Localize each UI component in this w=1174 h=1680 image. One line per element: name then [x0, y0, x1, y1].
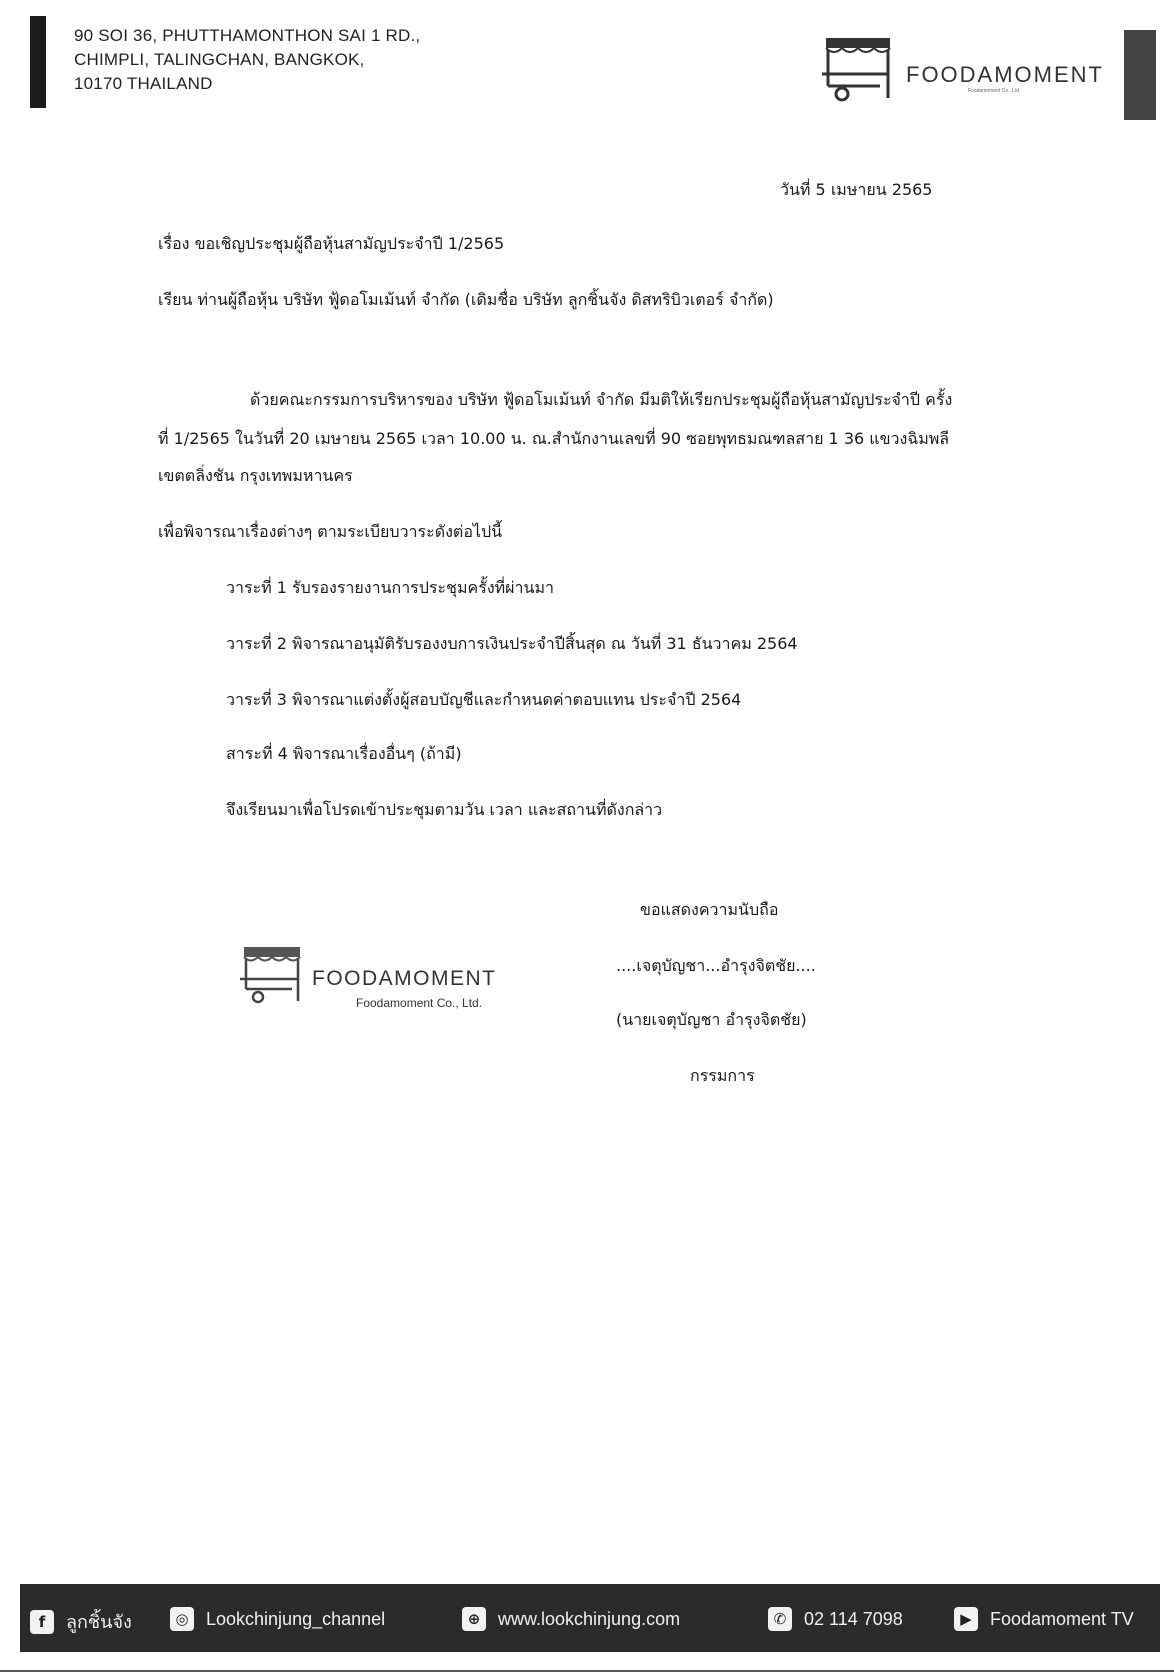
signer-title: กรรมการ	[690, 1066, 755, 1085]
letter-recipient: เรียน ท่านผู้ถือหุ้น บริษัท ฟู้ดอโมเม้นท์ จำกัด (เดิมชื่อ บริษัท ลูกชิ้นจัง ดิสทริบิวเตอร์ จำกัด)	[158, 290, 774, 309]
brand-name: FOODAMOMENT	[906, 62, 1104, 87]
body-line: ด้วยคณะกรรมการบริหารของ บริษัท ฟู้ดอโมเม้นท์ จำกัด มีมติให้เรียกประชุมผู้ถือหุ้นสามัญประจำปี ครั้ง	[250, 390, 953, 409]
footer-website-text: www.lookchinjung.com	[498, 1608, 681, 1629]
agenda-item: วาระที่ 2 พิจารณาอนุมัติรับรองงบการเงินประจำปีสิ้นสุด ณ วันที่ 31 ธันวาคม 2564	[226, 634, 798, 653]
agenda-item: วาระที่ 3 พิจารณาแต่งตั้งผู้สอบบัญชีและกำหนดค่าตอบแทน ประจำปี 2564	[226, 690, 742, 709]
brand-subtitle: Foodamoment Co., Ltd.	[968, 88, 1021, 94]
header-logo	[820, 36, 1120, 106]
globe-icon: ⊕	[462, 1607, 486, 1631]
instagram-icon: ◎	[170, 1607, 194, 1631]
footer-youtube[interactable]	[954, 1607, 1134, 1631]
footer-instagram[interactable]	[170, 1607, 385, 1631]
letter-date: วันที่ 5 เมษายน 2565	[780, 180, 933, 199]
company-address	[74, 24, 420, 96]
facebook-icon: f	[30, 1610, 54, 1634]
food-cart-icon	[240, 945, 304, 1007]
phone-icon: ✆	[768, 1607, 792, 1631]
food-cart-icon	[820, 36, 900, 106]
footer-instagram-text: Lookchinjung_channel	[206, 1608, 386, 1629]
address-line: 10170 THAILAND	[74, 74, 213, 93]
company-stamp-logo	[240, 945, 520, 1015]
body-line: ที่ 1/2565 ในวันที่ 20 เมษายน 2565 เวลา 10.00 น. ณ.สำนักงานเลขที่ 90 ซอยพุทธมณฑลสาย 1 36 แขวงฉิมพลี	[158, 429, 950, 448]
agenda-item: สาระที่ 4 พิจารณาเรื่องอื่นๆ (ถ้ามี)	[226, 744, 462, 763]
bottom-divider	[0, 1670, 1174, 1672]
footer-website[interactable]	[462, 1607, 680, 1631]
address-line: 90 SOI 36, PHUTTHAMONTHON SAI 1 RD.,	[74, 26, 421, 45]
address-line: CHIMPLI, TALINGCHAN, BANGKOK,	[74, 50, 365, 69]
signature: ....เจตุบัญชา...อำรุงจิตชัย....	[616, 956, 816, 975]
brand-subtitle: Foodamoment Co., Ltd.	[356, 996, 483, 1010]
agenda-item: วาระที่ 1 รับรองรายงานการประชุมครั้งที่ผ่านมา	[226, 578, 555, 597]
letter-subject: เรื่อง ขอเชิญประชุมผู้ถือหุ้นสามัญประจำปี 1/2565	[158, 234, 505, 253]
header-left-bar	[30, 16, 46, 108]
body-line: เขตตลิ่งชัน กรุงเทพมหานคร	[158, 466, 353, 485]
brand-name: FOODAMOMENT	[312, 967, 497, 990]
closing-line: จึงเรียนมาเพื่อโปรดเข้าประชุมตามวัน เวลา และสถานที่ดังกล่าว	[226, 800, 663, 819]
agenda-intro: เพื่อพิจารณาเรื่องต่างๆ ตามระเบียบวาระดังต่อไปนี้	[158, 522, 503, 541]
header-right-bar	[1124, 30, 1156, 120]
footer-youtube-text: Foodamoment TV	[990, 1608, 1134, 1629]
signer-name: (นายเจตุบัญชา อำรุงจิตชัย)	[616, 1010, 807, 1029]
youtube-icon: ▶	[954, 1607, 978, 1631]
regards: ขอแสดงความนับถือ	[640, 900, 779, 919]
footer-facebook[interactable]	[30, 1607, 132, 1636]
footer-contact-bar	[20, 1584, 1160, 1652]
footer-phone-text: 02 114 7098	[804, 1608, 903, 1629]
footer-facebook-text: ลูกชิ้นจัง	[66, 1612, 132, 1632]
footer-phone[interactable]	[768, 1607, 903, 1631]
